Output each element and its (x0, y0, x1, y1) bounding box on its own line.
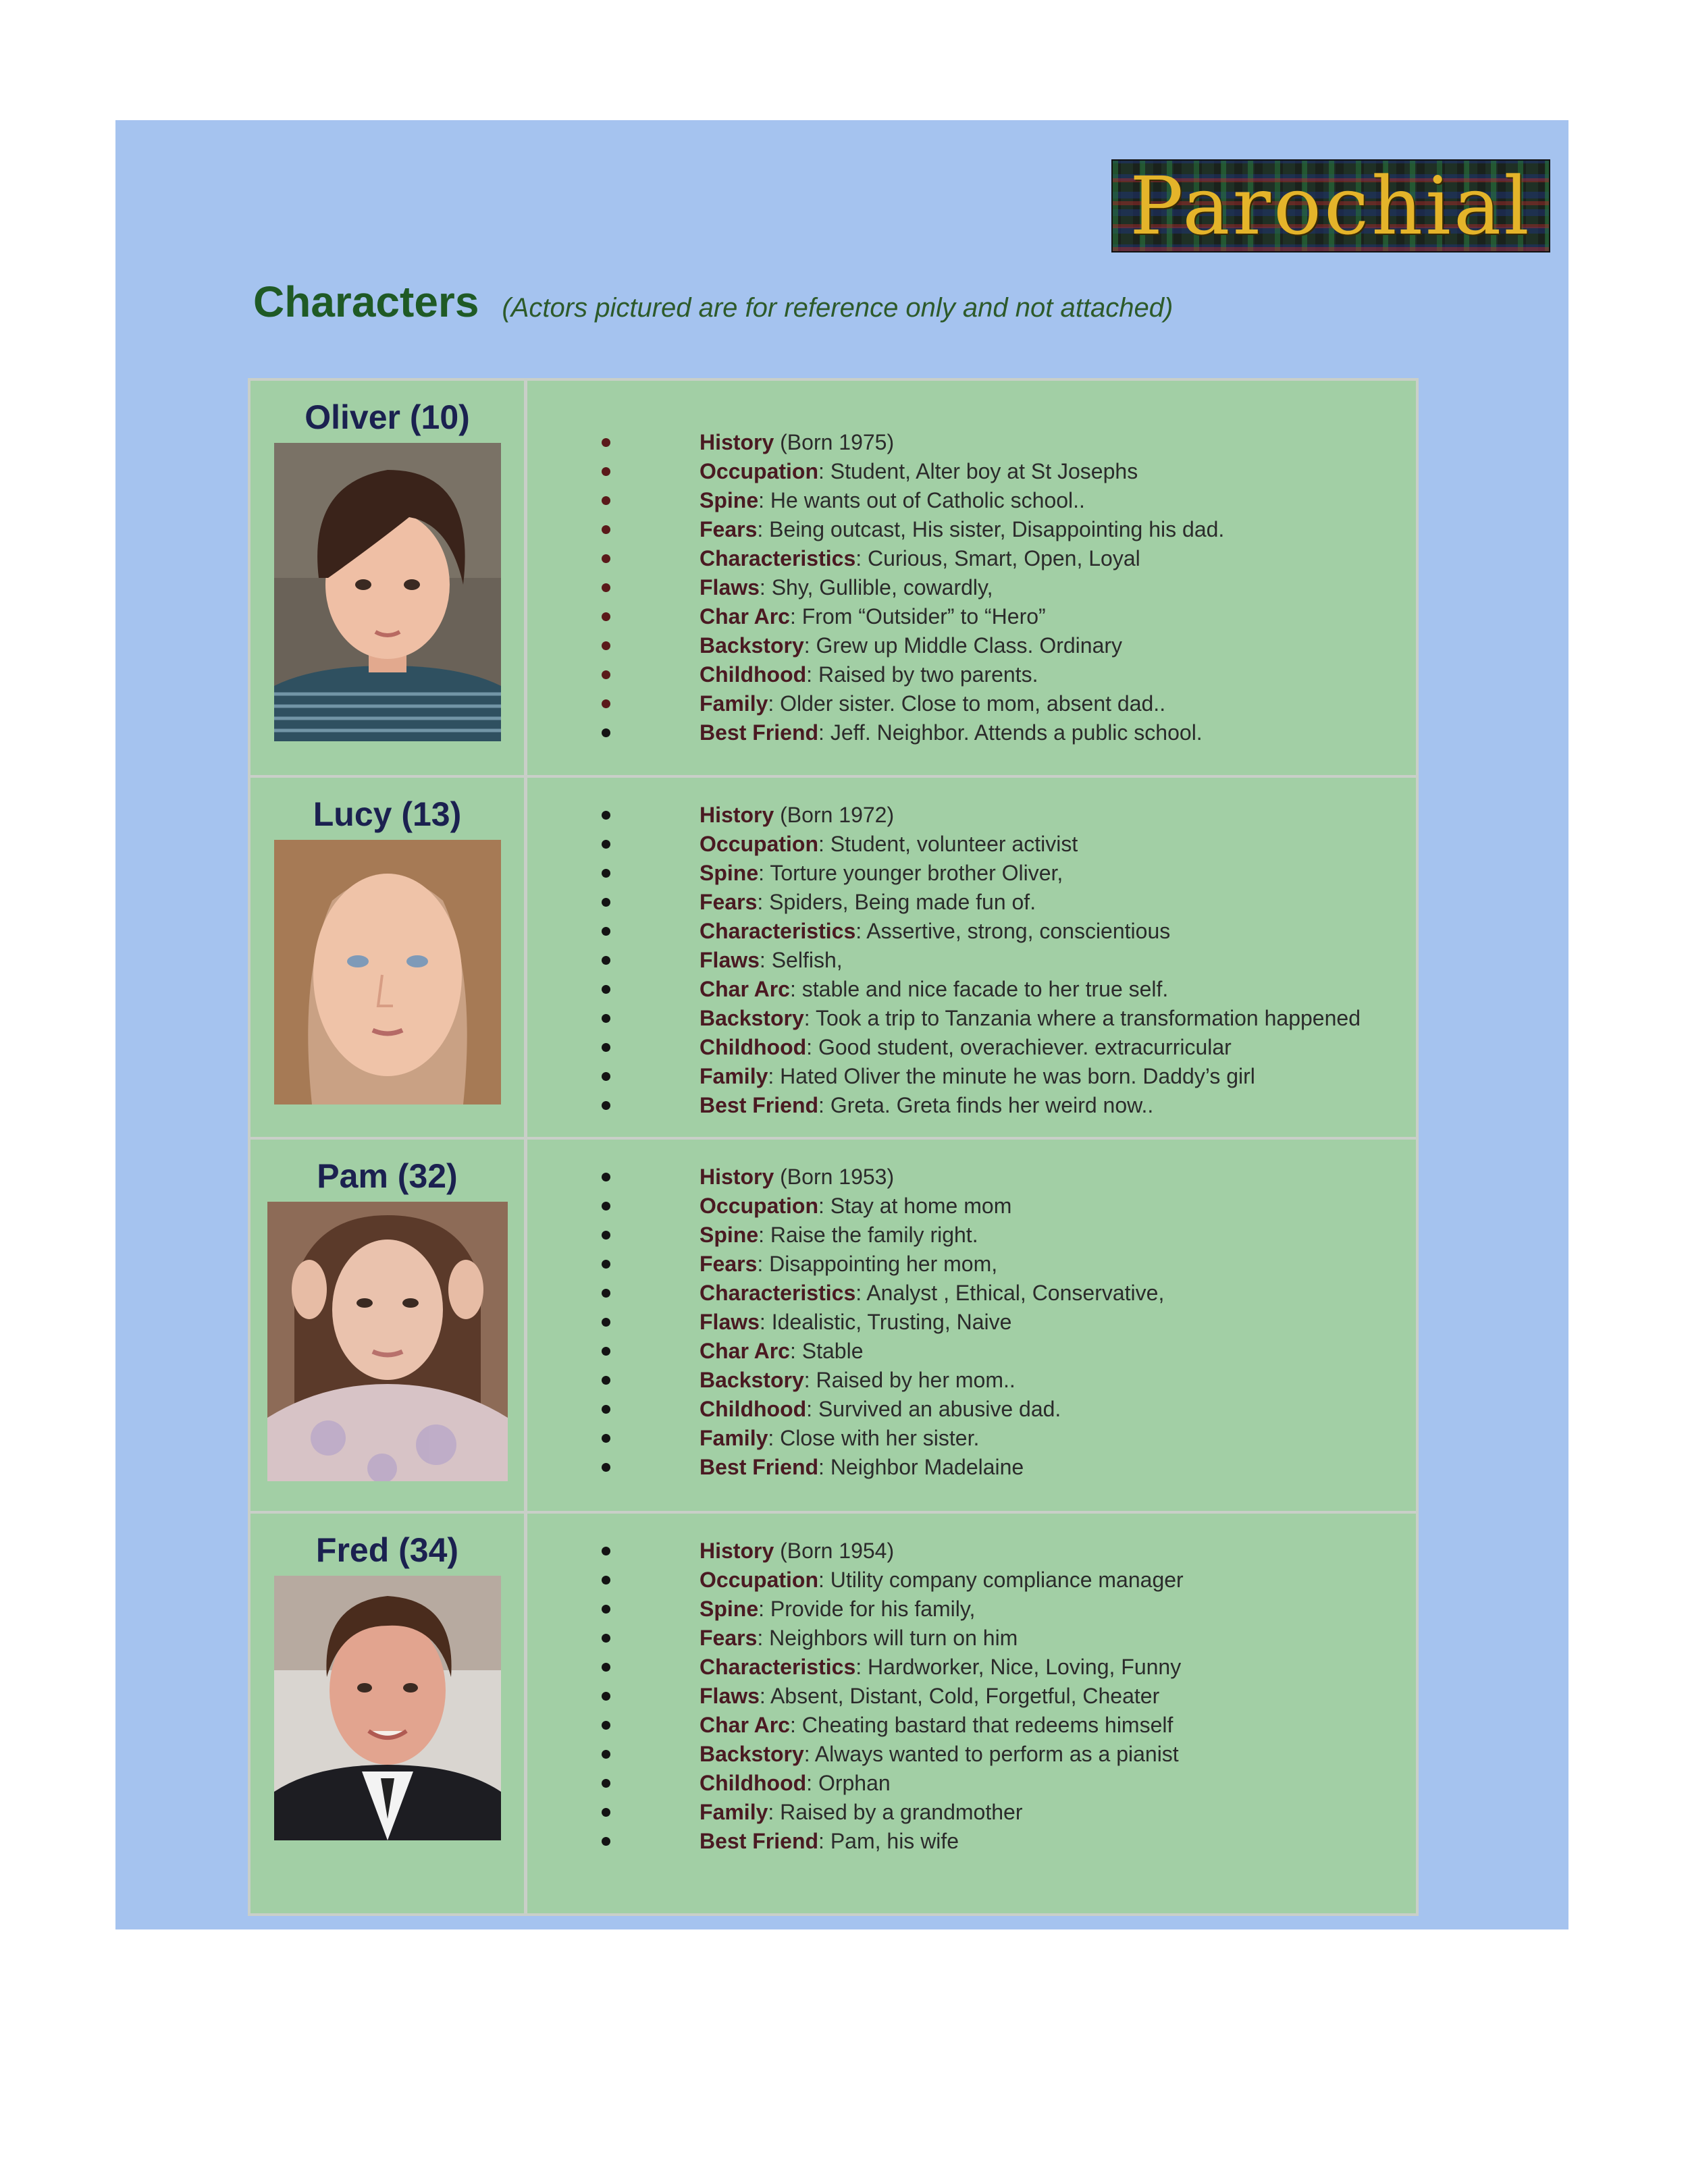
trait-value: : Older sister. Close to mom, absent dad.. (768, 691, 1166, 716)
bullet-icon (602, 1376, 610, 1385)
trait-char-arc (527, 1337, 1164, 1366)
trait-childhood (527, 660, 1224, 689)
trait-backstory (527, 1740, 1184, 1769)
character-name: Lucy (13) (313, 795, 462, 833)
man-portrait-photo (274, 1576, 501, 1840)
trait-char-arc (527, 975, 1361, 1004)
trait-label: Childhood (700, 1771, 807, 1795)
trait-label: Family (700, 1064, 768, 1088)
trait-spine (527, 1221, 1164, 1250)
trait-childhood (527, 1033, 1361, 1062)
bullet-icon (602, 1202, 610, 1210)
trait-value: : Took a trip to Tanzania where a transformation happened (803, 1006, 1361, 1030)
bullet-icon (602, 1434, 610, 1443)
trait-spine (527, 859, 1361, 888)
trait-value: : Disappointing her mom, (757, 1252, 998, 1276)
trait-value: : Raised by her mom.. (803, 1368, 1016, 1392)
trait-label: Characteristics (700, 546, 856, 570)
trait-label: Char Arc (700, 977, 790, 1001)
trait-value: : Greta. Greta finds her weird now.. (818, 1093, 1154, 1117)
trait-history (527, 428, 1224, 457)
trait-value: : Torture younger brother Oliver, (758, 861, 1063, 885)
trait-history (527, 801, 1361, 830)
bullet-icon (602, 1837, 610, 1846)
trait-value: : Utility company compliance manager (818, 1568, 1184, 1592)
trait-label: Best Friend (700, 720, 819, 745)
trait-label: Family (700, 1800, 768, 1824)
trait-label: Spine (700, 1597, 759, 1621)
trait-label: Characteristics (700, 1655, 856, 1679)
trait-backstory (527, 631, 1224, 660)
trait-characteristics (527, 544, 1224, 573)
trait-label: Best Friend (700, 1455, 819, 1479)
trait-label: Characteristics (700, 1281, 856, 1305)
trait-value: : Grew up Middle Class. Ordinary (803, 633, 1123, 658)
bullet-icon (602, 1014, 610, 1023)
trait-value: : Raised by a grandmother (768, 1800, 1023, 1824)
character-name: Pam (32) (317, 1157, 458, 1195)
logo-text: Parochial (1130, 159, 1532, 252)
trait-value: : Raise the family right. (758, 1223, 978, 1247)
trait-family (527, 1798, 1184, 1827)
trait-spine (527, 486, 1224, 515)
trait-label: Family (700, 691, 768, 716)
trait-label: Fears (700, 890, 758, 914)
trait-fears (527, 1250, 1164, 1279)
trait-value: : Close with her sister. (768, 1426, 980, 1450)
trait-value: (Born 1975) (774, 430, 895, 454)
bullet-icon (602, 1043, 610, 1052)
trait-flaws (527, 1682, 1184, 1711)
bullet-icon (602, 728, 610, 737)
trait-occupation (527, 457, 1224, 486)
trait-value: : Student, Alter boy at St Josephs (818, 459, 1138, 483)
trait-value: : stable and nice facade to her true self. (789, 977, 1169, 1001)
trait-label: Best Friend (700, 1829, 819, 1853)
trait-family (527, 689, 1224, 718)
character-profile-cell (250, 1514, 527, 1913)
page-title: Characters (253, 277, 479, 326)
trait-spine (527, 1595, 1184, 1624)
character-name: Oliver (10) (305, 398, 470, 436)
character-profile-cell (250, 778, 527, 1137)
trait-value: : Good student, overachiever. extracurricular (806, 1035, 1232, 1059)
bullet-icon (602, 641, 610, 650)
bullet-icon (602, 467, 610, 476)
trait-label: Flaws (700, 575, 760, 600)
trait-characteristics (527, 1279, 1164, 1308)
bullet-icon (602, 840, 610, 849)
trait-backstory (527, 1004, 1361, 1033)
character-profile-cell (250, 1140, 527, 1511)
character-traits-cell (527, 778, 1416, 1137)
trait-label: History (700, 803, 774, 827)
trait-label: Childhood (700, 1397, 807, 1421)
character-profile-cell (250, 381, 527, 775)
trait-best-friend (527, 1453, 1164, 1482)
bullet-icon (602, 1101, 610, 1110)
character-traits-cell (527, 1514, 1416, 1913)
trait-value: (Born 1954) (774, 1539, 895, 1563)
bullet-icon (602, 1634, 610, 1643)
trait-backstory (527, 1366, 1164, 1395)
bullet-icon (602, 1260, 610, 1269)
bullet-icon (602, 1605, 610, 1614)
trait-value: : Student, volunteer activist (818, 832, 1078, 856)
character-traits-cell (527, 381, 1416, 775)
trait-best-friend (527, 1091, 1361, 1120)
trait-occupation (527, 1192, 1164, 1221)
trait-fears (527, 515, 1224, 544)
bullet-icon (602, 1463, 610, 1472)
character-table (248, 378, 1419, 1916)
trait-value: : Curious, Smart, Open, Loyal (855, 546, 1140, 570)
bullet-icon (602, 670, 610, 679)
trait-value: : Hated Oliver the minute he was born. Daddy’s girl (768, 1064, 1255, 1088)
trait-value: : Cheating bastard that redeems himself (789, 1713, 1173, 1737)
bullet-icon (602, 869, 610, 878)
trait-label: Characteristics (700, 919, 856, 943)
bullet-icon (602, 438, 610, 447)
bullet-icon (602, 1547, 610, 1555)
trait-label: Flaws (700, 1310, 760, 1334)
trait-history (527, 1537, 1184, 1566)
trait-fears (527, 1624, 1184, 1653)
trait-value: : Shy, Gullible, cowardly, (759, 575, 993, 600)
trait-characteristics (527, 917, 1361, 946)
trait-label: Family (700, 1426, 768, 1450)
trait-fears (527, 888, 1361, 917)
trait-value: : Pam, his wife (818, 1829, 959, 1853)
trait-childhood (527, 1395, 1164, 1424)
trait-flaws (527, 1308, 1164, 1337)
trait-value: : Assertive, strong, conscientious (855, 919, 1171, 943)
trait-label: History (700, 1539, 774, 1563)
trait-label: Fears (700, 517, 758, 541)
trait-value: : Neighbor Madelaine (818, 1455, 1024, 1479)
trait-family (527, 1062, 1361, 1091)
bullet-icon (602, 1072, 610, 1081)
character-name: Fred (34) (315, 1531, 459, 1569)
trait-value: : Stable (789, 1339, 864, 1363)
bullet-icon (602, 1692, 610, 1701)
trait-value: (Born 1972) (774, 803, 895, 827)
woman-portrait-photo (267, 1202, 508, 1481)
bullet-icon (602, 496, 610, 505)
trait-label: Char Arc (700, 1339, 790, 1363)
trait-list (527, 428, 1224, 747)
boy-portrait-photo (274, 443, 501, 741)
bullet-icon (602, 612, 610, 621)
trait-label: Best Friend (700, 1093, 819, 1117)
trait-value: : From “Outsider” to “Hero” (789, 604, 1046, 629)
bullet-icon (602, 898, 610, 907)
trait-char-arc (527, 1711, 1184, 1740)
trait-value: : Provide for his family, (758, 1597, 976, 1621)
trait-label: Flaws (700, 1684, 760, 1708)
bullet-icon (602, 927, 610, 936)
bullet-icon (602, 699, 610, 708)
trait-value: : Raised by two parents. (806, 662, 1038, 687)
trait-value: : Always wanted to perform as a pianist (803, 1742, 1179, 1766)
bullet-icon (602, 1173, 610, 1181)
trait-value: : Idealistic, Trusting, Naive (759, 1310, 1012, 1334)
bullet-icon (602, 554, 610, 563)
character-row-lucy (250, 778, 1416, 1140)
bullet-icon (602, 1663, 610, 1672)
trait-label: Childhood (700, 662, 807, 687)
trait-label: Spine (700, 861, 759, 885)
trait-childhood (527, 1769, 1184, 1798)
trait-label: Backstory (700, 1368, 804, 1392)
trait-char-arc (527, 602, 1224, 631)
disclaimer-note: (Actors pictured are for reference only and not attached) (502, 293, 1173, 323)
trait-value: (Born 1953) (774, 1165, 895, 1189)
trait-label: History (700, 430, 774, 454)
bullet-icon (602, 525, 610, 534)
trait-label: Spine (700, 1223, 759, 1247)
bullet-icon (602, 1808, 610, 1817)
trait-label: Occupation (700, 1568, 819, 1592)
trait-label: Backstory (700, 1006, 804, 1030)
bullet-icon (602, 985, 610, 994)
trait-value: : Orphan (806, 1771, 891, 1795)
trait-family (527, 1424, 1164, 1453)
trait-value: : Stay at home mom (818, 1194, 1012, 1218)
trait-history (527, 1163, 1164, 1192)
trait-label: Char Arc (700, 1713, 790, 1737)
trait-list (527, 801, 1361, 1120)
bullet-icon (602, 1405, 610, 1414)
trait-occupation (527, 830, 1361, 859)
girl-portrait-photo (274, 840, 501, 1104)
trait-value: : He wants out of Catholic school.. (758, 488, 1085, 512)
trait-label: Flaws (700, 948, 760, 972)
trait-value: : Selfish, (759, 948, 843, 972)
trait-label: Spine (700, 488, 759, 512)
trait-label: Childhood (700, 1035, 807, 1059)
trait-best-friend (527, 718, 1224, 747)
trait-flaws (527, 573, 1224, 602)
trait-label: Backstory (700, 1742, 804, 1766)
character-row-pam (250, 1140, 1416, 1514)
bullet-icon (602, 811, 610, 820)
trait-label: Occupation (700, 1194, 819, 1218)
trait-value: : Neighbors will turn on him (757, 1626, 1018, 1650)
bullet-icon (602, 1289, 610, 1298)
trait-label: Fears (700, 1626, 758, 1650)
trait-label: Occupation (700, 832, 819, 856)
character-row-oliver (250, 381, 1416, 778)
trait-value: : Spiders, Being made fun of. (757, 890, 1036, 914)
bullet-icon (602, 1347, 610, 1356)
trait-list (527, 1537, 1184, 1856)
trait-value: : Hardworker, Nice, Loving, Funny (855, 1655, 1182, 1679)
trait-value: : Jeff. Neighbor. Attends a public school. (818, 720, 1203, 745)
bullet-icon (602, 1750, 610, 1759)
trait-value: : Analyst , Ethical, Conservative, (855, 1281, 1165, 1305)
bullet-icon (602, 1779, 610, 1788)
trait-label: Occupation (700, 459, 819, 483)
trait-flaws (527, 946, 1361, 975)
trait-label: Fears (700, 1252, 758, 1276)
trait-value: : Survived an abusive dad. (806, 1397, 1061, 1421)
bullet-icon (602, 956, 610, 965)
characters-heading (253, 277, 1173, 327)
trait-value: : Absent, Distant, Cold, Forgetful, Cheater (759, 1684, 1160, 1708)
bullet-icon (602, 1318, 610, 1327)
trait-occupation (527, 1566, 1184, 1595)
bullet-icon (602, 1576, 610, 1584)
trait-characteristics (527, 1653, 1184, 1682)
character-row-fred (250, 1514, 1416, 1913)
character-traits-cell (527, 1140, 1416, 1511)
trait-label: Char Arc (700, 604, 790, 629)
bullet-icon (602, 1231, 610, 1240)
parochial-logo (1111, 159, 1550, 252)
trait-label: History (700, 1165, 774, 1189)
trait-value: : Being outcast, His sister, Disappointing his dad. (757, 517, 1225, 541)
bullet-icon (602, 583, 610, 592)
trait-best-friend (527, 1827, 1184, 1856)
trait-list (527, 1163, 1164, 1482)
trait-label: Backstory (700, 633, 804, 658)
bullet-icon (602, 1721, 610, 1730)
